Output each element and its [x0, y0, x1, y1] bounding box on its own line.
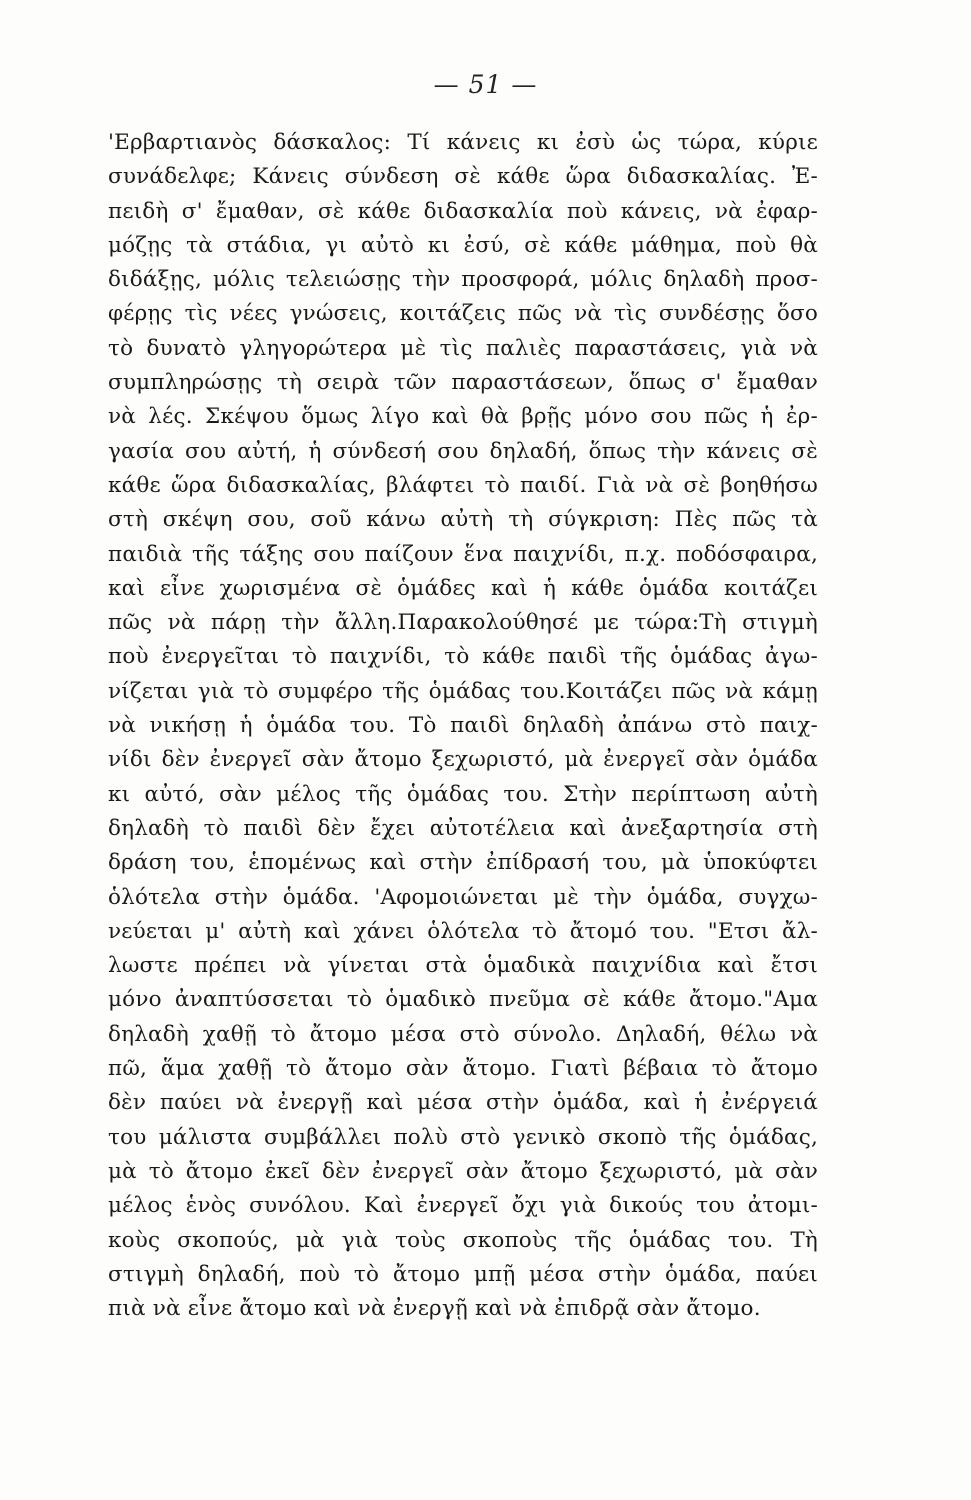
text-line: κι αὐτό, σὰν μέλος τῆς ὁμάδας του. Στὴν περίπτωση αὐτὴ — [108, 781, 818, 807]
text-line: νὰ λές. Σκέψου ὅμως λίγο καὶ θὰ βρῇς μόνο σου πῶς ἡ ἐρ- — [108, 404, 818, 430]
text-line: μόζῃς τὰ στάδια, γι αὐτὸ κι ἐσύ, σὲ κάθε μάθημα, ποὺ θὰ — [108, 232, 818, 258]
text-line: κάθε ὥρα διδασκαλίας, βλάφτει τὸ παιδί. Γιὰ νὰ σὲ βοηθήσω — [108, 472, 818, 498]
text-line: δηλαδὴ χαθῇ τὸ ἄτομο μέσα στὸ σύνολο. Δηλαδή, θέλω νὰ — [108, 1021, 818, 1047]
text-line: στιγμὴ δηλαδή, ποὺ τὸ ἄτομο μπῇ μέσα στὴν ὁμάδα, παύει — [108, 1261, 818, 1287]
text-line: συμπληρώσῃς τὴ σειρὰ τῶν παραστάσεων, ὅπως σ' ἔμαθαν — [108, 370, 818, 396]
text-line: λωστε πρέπει νὰ γίνεται στὰ ὁμαδικὰ παιχνίδια καὶ ἔτσι — [108, 953, 818, 979]
text-line: δράση του, ἑπομένως καὶ στὴν ἐπίδρασή του, μὰ ὑποκύφτει — [108, 850, 818, 876]
page-number: — 51 — — [433, 70, 538, 99]
text-line: καὶ εἶνε χωρισμένα σὲ ὁμάδες καὶ ἡ κάθε ὁμάδα κοιτάζει — [108, 575, 818, 601]
text-line: δὲν παύει νὰ ἐνεργῇ καὶ μέσα στὴν ὁμάδα, καὶ ἡ ἐνέργειά — [108, 1090, 818, 1116]
text-line: νεύεται μ' αὐτὴ καὶ χάνει ὁλότελα τὸ ἄτομό του. "Ετσι ἄλ- — [108, 918, 818, 944]
text-line: νὰ νικήσῃ ἡ ὁμάδα του. Τὸ παιδὶ δηλαδὴ ἀπάνω στὸ παιχ- — [108, 713, 818, 739]
text-line: τὸ δυνατὸ γληγορώτερα μὲ τὶς παλιὲς παραστάσεις, γιὰ νὰ — [108, 335, 818, 361]
text-line: δηλαδὴ τὸ παιδὶ δὲν ἔχει αὐτοτέλεια καὶ ἀνεξαρτησία στὴ — [108, 815, 818, 841]
text-line: του μάλιστα συμβάλλει πολὺ στὸ γενικὸ σκοπὸ τῆς ὁμάδας, — [108, 1124, 818, 1150]
text-line: ὁλότελα στὴν ὁμάδα. 'Αφομοιώνεται μὲ τὴν ὁμάδα, συγχω- — [108, 884, 818, 910]
text-line: νίδι δὲν ἐνεργεῖ σὰν ἄτομο ξεχωριστό, μὰ ἐνεργεῖ σὰν ὁμάδα — [108, 747, 818, 773]
text-line: πῶ, ἅμα χαθῇ τὸ ἄτομο σὰν ἄτομο. Γιατὶ βέβαια τὸ ἄτομο — [108, 1056, 818, 1082]
body-text — [108, 126, 818, 1326]
text-line: παιδιὰ τῆς τάξης σου παίζουν ἕνα παιχνίδι, π.χ. ποδόσφαιρα, — [108, 541, 818, 567]
text-line: κοὺς σκοπούς, μὰ γιὰ τοὺς σκοποὺς τῆς ὁμάδας του. Τὴ — [108, 1227, 818, 1253]
text-line: πειδὴ σ' ἔμαθαν, σὲ κάθε διδασκαλία ποὺ κάνεις, νὰ ἐφαρ- — [108, 198, 818, 224]
text-line: φέρῃς τὶς νέες γνώσεις, κοιτάζεις πῶς νὰ τὶς συνδέσῃς ὅσο — [108, 301, 818, 327]
text-line: γασία σου αὐτή, ἡ σύνδεσή σου δηλαδή, ὅπως τὴν κάνεις σὲ — [108, 438, 818, 464]
text-line: 'Ερβαρτιανὸς δάσκαλος: Τί κάνεις κι ἐσὺ ὡς τώρα, κύριε — [108, 130, 818, 155]
text-line: πῶς νὰ πάρῃ τὴν ἄλλη.Παρακολούθησέ με τώρα:Τὴ στιγμὴ — [108, 610, 818, 636]
text-line: μέλος ἑνὸς συνόλου. Καὶ ἐνεργεῖ ὄχι γιὰ δικούς του ἀτομι- — [108, 1193, 818, 1219]
text-line: μὰ τὸ ἄτομο ἐκεῖ δὲν ἐνεργεῖ σὰν ἄτομο ξεχωριστό, μὰ σὰν — [108, 1158, 818, 1184]
text-line: ποὺ ἐνεργεῖται τὸ παιχνίδι, τὸ κάθε παιδὶ τῆς ὁμάδας ἀγω- — [108, 644, 818, 670]
text-line: συνάδελφε; Κάνεις σύνδεση σὲ κάθε ὥρα διδασκαλίας. Ἐ- — [108, 164, 818, 190]
text-line: μόνο ἀναπτύσσεται τὸ ὁμαδικὸ πνεῦμα σὲ κάθε ἄτομο."Αμα — [108, 987, 818, 1013]
text-line: στὴ σκέψη σου, σοῦ κάνω αὐτὴ τὴ σύγκριση: Πὲς πῶς τὰ — [108, 507, 818, 533]
text-line: νίζεται γιὰ τὸ συμφέρο τῆς ὁμάδας του.Κοιτάζει πῶς νὰ κάμῃ — [108, 678, 818, 704]
text-line: διδάξῃς, μόλις τελειώσῃς τὴν προσφορά, μόλις δηλαδὴ προσ- — [108, 267, 818, 293]
text-line: πιὰ νὰ εἶνε ἄτομο καὶ νὰ ἐνεργῇ καὶ νὰ ἐπιδρᾷ σὰν ἄτομο. — [108, 1296, 761, 1322]
